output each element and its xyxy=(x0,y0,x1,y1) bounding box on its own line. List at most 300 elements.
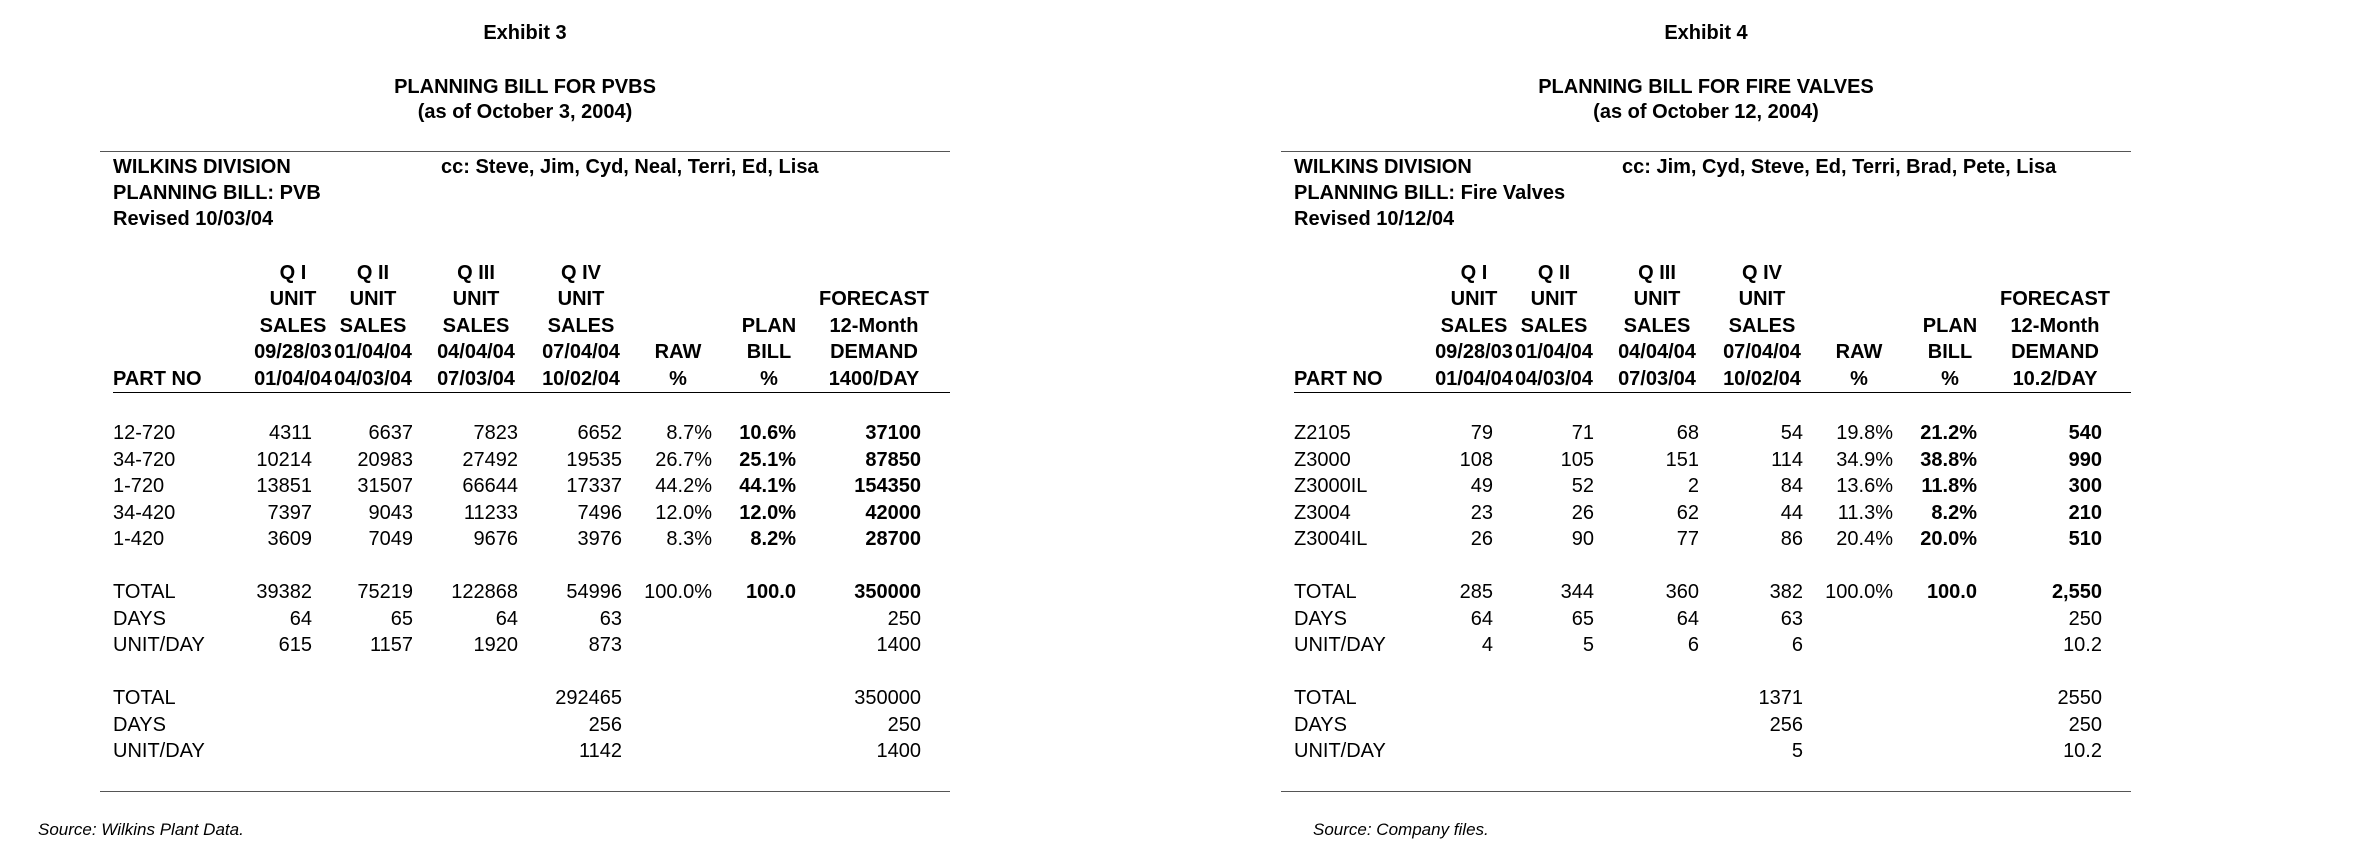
total-row xyxy=(1294,632,2102,659)
cell-q1-sales xyxy=(1410,712,1493,739)
cell-q3-sales: 64 xyxy=(495,607,518,630)
cell-plan-bill-pct: 11.8% xyxy=(1921,475,1977,497)
cell-q1-sales: 4311 xyxy=(268,422,312,444)
top-rule xyxy=(1281,151,2131,152)
cell-part-no: UNIT/DAY xyxy=(113,634,205,656)
cell-q2-sales: 20983 xyxy=(357,448,413,471)
exhibit-title: PLANNING BILL FOR PVBS xyxy=(394,76,656,98)
column-header-line: 01/04/04 xyxy=(1435,367,1513,390)
column-header-line: 04/03/04 xyxy=(334,367,412,390)
cell-plan-bill-pct: 10.6% xyxy=(739,422,796,444)
cell-q3-sales: 11233 xyxy=(463,501,518,524)
cell-q2-sales: 26 xyxy=(1571,501,1594,524)
column-header-line: 10/02/04 xyxy=(542,367,620,390)
cell-q3-sales: 7823 xyxy=(473,422,518,444)
cell-forecast-demand: 250 xyxy=(887,713,921,736)
column-header-line: 01/04/04 xyxy=(254,367,332,390)
cell-q4-sales: 63 xyxy=(599,607,622,630)
column-header-part-no xyxy=(113,258,202,392)
cell-q2-sales: 1157 xyxy=(369,634,413,656)
cell-raw-pct: 26.7% xyxy=(655,448,712,471)
column-header-line: Q I xyxy=(1460,261,1488,284)
column-header-line: UNIT xyxy=(1633,288,1681,310)
cell-q3-sales: 27492 xyxy=(462,448,518,471)
cell-part-no: 34-720 xyxy=(113,448,176,471)
cell-q1-sales: 39382 xyxy=(256,581,312,603)
spacer-cell xyxy=(1294,553,2102,580)
column-header-line: UNIT xyxy=(1738,288,1786,310)
cell-forecast-demand: 250 xyxy=(887,607,921,630)
column-header-line: DEMAND xyxy=(2011,341,2099,363)
column-header-line: PART NO xyxy=(113,367,202,390)
column-header-q1-sales xyxy=(1433,258,1515,392)
cell-q3-sales xyxy=(1594,738,1699,765)
cell-q4-sales: 5 xyxy=(1791,740,1803,762)
cell-forecast-demand: 990 xyxy=(2068,448,2102,471)
cell-part-no: DAYS xyxy=(113,713,166,736)
column-header-line: FORECAST xyxy=(819,288,929,310)
column-header-line: PLAN xyxy=(741,314,797,337)
cell-q4-sales: 6652 xyxy=(577,422,622,444)
cell-q4-sales: 54 xyxy=(1780,422,1803,444)
cell-plan-bill-pct: 12.0% xyxy=(739,501,796,524)
cell-plan-bill-pct: 44.1% xyxy=(739,475,796,497)
column-header-q4-sales xyxy=(1721,258,1803,392)
cell-forecast-demand: 154350 xyxy=(854,475,921,497)
column-header-line: PLAN xyxy=(1922,314,1978,337)
cc-list: cc: Steve, Jim, Cyd, Neal, Terri, Ed, Lisa xyxy=(441,156,819,178)
column-header-line: 04/04/04 xyxy=(437,341,515,363)
cc-list: cc: Jim, Cyd, Steve, Ed, Terri, Brad, Pete, Lisa xyxy=(1622,156,2057,178)
cell-forecast-demand: 28700 xyxy=(865,528,921,550)
column-header-line: BILL xyxy=(746,341,792,363)
cell-plan-bill-pct: 25.1% xyxy=(739,448,796,471)
column-header-line: SALES xyxy=(1520,314,1588,337)
cell-q2-sales xyxy=(1493,685,1594,712)
cell-part-no: Z3000IL xyxy=(1294,475,1368,497)
cell-forecast-demand: 250 xyxy=(2068,713,2102,736)
revised-label: Revised 10/12/04 xyxy=(1294,208,1455,230)
cell-part-no: 12-720 xyxy=(113,422,176,444)
column-header-line: % xyxy=(669,367,687,390)
column-header-line: 01/04/04 xyxy=(1515,341,1593,363)
cell-raw-pct: 20.4% xyxy=(1836,528,1893,550)
cell-q3-sales: 66644 xyxy=(462,475,518,497)
cell-q1-sales xyxy=(229,685,312,712)
exhibit-label: Exhibit 3 xyxy=(483,22,567,44)
cell-q2-sales: 52 xyxy=(1571,475,1594,497)
cell-q2-sales xyxy=(312,685,413,712)
cell-q1-sales: 79 xyxy=(1470,422,1493,444)
part-row xyxy=(113,420,921,447)
cell-q2-sales: 65 xyxy=(1571,607,1594,630)
cell-forecast-demand: 300 xyxy=(2068,475,2102,497)
planning-bill-label: PLANNING BILL: Fire Valves xyxy=(1294,182,1566,204)
cell-plan-bill-pct xyxy=(712,712,796,739)
cell-q3-sales: 2 xyxy=(1687,475,1699,497)
column-header-line: SALES xyxy=(442,314,510,337)
column-header-q2-sales xyxy=(1513,258,1595,392)
division-label: WILKINS DIVISION xyxy=(113,156,291,178)
part-row xyxy=(1294,447,2102,474)
cell-raw-pct xyxy=(622,685,712,712)
cell-part-no: DAYS xyxy=(113,607,166,630)
cell-part-no: UNIT/DAY xyxy=(113,740,205,762)
cell-forecast-demand: 42000 xyxy=(865,501,921,524)
exhibit-label: Exhibit 4 xyxy=(1664,22,1748,44)
planning-bill-table xyxy=(1294,420,2102,765)
cell-forecast-demand: 250 xyxy=(2068,607,2102,630)
cell-q2-sales: 7049 xyxy=(368,528,413,550)
column-header-q2-sales xyxy=(332,258,414,392)
column-header-line: SALES xyxy=(1728,314,1796,337)
cell-q4-sales: 3976 xyxy=(577,528,622,550)
cell-raw-pct: 11.3% xyxy=(1837,501,1893,524)
cell-q3-sales: 64 xyxy=(1676,607,1699,630)
column-header-line: UNIT xyxy=(269,288,317,310)
column-header-line: 07/03/04 xyxy=(437,367,515,390)
column-header-line: Q IV xyxy=(560,261,601,284)
column-header-line: 09/28/03 xyxy=(254,341,332,363)
column-header-forecast-demand xyxy=(814,258,934,392)
total-row xyxy=(113,579,921,606)
cell-forecast-demand: 10.2 xyxy=(2063,634,2102,656)
cell-part-no: DAYS xyxy=(1294,607,1347,630)
cell-q1-sales: 108 xyxy=(1459,448,1493,471)
cell-q3-sales: 1920 xyxy=(473,634,518,656)
cell-q4-sales: 44 xyxy=(1780,501,1803,524)
cell-q1-sales: 26 xyxy=(1470,528,1493,550)
cell-q2-sales: 344 xyxy=(1560,581,1594,603)
cell-forecast-demand: 210 xyxy=(2068,501,2102,524)
cell-q3-sales: 77 xyxy=(1676,528,1699,550)
cell-forecast-demand: 2550 xyxy=(2057,687,2102,709)
cell-part-no: UNIT/DAY xyxy=(1294,740,1386,762)
cell-q4-sales: 63 xyxy=(1780,607,1803,630)
cell-q3-sales xyxy=(413,738,518,765)
part-row xyxy=(1294,526,2102,553)
cell-q3-sales: 9676 xyxy=(473,528,518,550)
cell-q4-sales: 256 xyxy=(1769,713,1803,736)
cell-part-no: TOTAL xyxy=(113,581,176,603)
column-header-line: UNIT xyxy=(1450,288,1498,310)
column-header-line: UNIT xyxy=(1530,288,1578,310)
cell-q3-sales xyxy=(1594,685,1699,712)
cell-raw-pct xyxy=(1803,685,1893,712)
cell-q4-sales: 84 xyxy=(1780,475,1803,497)
cell-forecast-demand: 350000 xyxy=(854,581,921,603)
cell-plan-bill-pct xyxy=(1893,632,1977,659)
column-header-plan-bill-pct xyxy=(1920,258,1980,392)
column-header-q3-sales xyxy=(1616,258,1698,392)
spacer-row xyxy=(1294,553,2102,580)
cell-q1-sales: 10214 xyxy=(256,448,312,471)
total-row xyxy=(1294,579,2102,606)
cell-q4-sales: 114 xyxy=(1771,448,1803,471)
exhibit-4 xyxy=(1181,0,2362,866)
column-header-line: 01/04/04 xyxy=(334,341,412,363)
cell-part-no: 1-720 xyxy=(113,475,165,497)
cell-q1-sales: 4 xyxy=(1481,634,1493,656)
cell-q2-sales: 71 xyxy=(1571,422,1594,444)
cell-q1-sales: 49 xyxy=(1470,475,1493,497)
planning-bill-table xyxy=(113,420,921,765)
cell-q4-sales: 54996 xyxy=(566,581,622,603)
cell-plan-bill-pct: 100.0 xyxy=(745,581,796,603)
cell-part-no: TOTAL xyxy=(1294,581,1357,603)
spacer-cell xyxy=(113,659,921,686)
column-header-line: SALES xyxy=(547,314,615,337)
cell-q1-sales xyxy=(1410,685,1493,712)
part-row xyxy=(113,473,921,500)
cell-plan-bill-pct xyxy=(1893,685,1977,712)
cell-q3-sales: 68 xyxy=(1676,422,1699,444)
cell-q4-sales: 1371 xyxy=(1758,687,1803,709)
cell-q3-sales: 360 xyxy=(1665,581,1699,603)
source-note: Source: Wilkins Plant Data. xyxy=(38,820,244,839)
top-rule xyxy=(100,151,950,152)
spacer-row xyxy=(1294,659,2102,686)
cell-raw-pct xyxy=(622,606,712,633)
cell-q2-sales xyxy=(1493,712,1594,739)
cell-q2-sales xyxy=(1493,738,1594,765)
column-header-line: FORECAST xyxy=(2000,288,2110,310)
cell-q1-sales xyxy=(229,738,312,765)
spacer-row xyxy=(113,659,921,686)
cell-q3-sales: 122868 xyxy=(451,581,518,603)
cell-raw-pct: 34.9% xyxy=(1836,448,1893,471)
cell-q4-sales: 873 xyxy=(588,634,622,656)
summary-row xyxy=(1294,712,2102,739)
cell-q2-sales xyxy=(312,712,413,739)
cell-q1-sales xyxy=(1410,738,1493,765)
cell-plan-bill-pct: 21.2% xyxy=(1920,422,1977,444)
exhibit-subtitle: (as of October 12, 2004) xyxy=(1593,101,1819,123)
summary-row xyxy=(113,738,921,765)
total-row xyxy=(1294,606,2102,633)
part-row xyxy=(113,526,921,553)
cell-part-no: UNIT/DAY xyxy=(1294,634,1386,656)
column-header-line: BILL xyxy=(1927,341,1973,363)
cell-raw-pct xyxy=(1803,738,1893,765)
column-header-line: UNIT xyxy=(557,288,605,310)
cell-raw-pct: 12.0% xyxy=(655,501,712,524)
cell-q1-sales xyxy=(229,712,312,739)
cell-raw-pct xyxy=(1803,712,1893,739)
cell-q4-sales: 6 xyxy=(1791,634,1803,656)
column-header-line: PART NO xyxy=(1294,367,1383,390)
cell-q2-sales: 75219 xyxy=(357,581,413,603)
cell-q2-sales: 31507 xyxy=(357,475,413,497)
column-header-line: 09/28/03 xyxy=(1435,341,1513,363)
cell-part-no: TOTAL xyxy=(1294,687,1357,709)
part-row xyxy=(1294,473,2102,500)
part-row xyxy=(113,447,921,474)
cell-q2-sales: 65 xyxy=(390,607,413,630)
cell-raw-pct: 8.3% xyxy=(666,528,712,550)
column-header-raw-pct xyxy=(648,258,708,392)
column-header-line: 07/03/04 xyxy=(1618,367,1696,390)
cell-q2-sales: 6637 xyxy=(368,422,413,444)
summary-row xyxy=(113,685,921,712)
column-header-line: SALES xyxy=(1440,314,1508,337)
column-header-line: SALES xyxy=(259,314,327,337)
column-header-part-no xyxy=(1294,258,1383,392)
cell-plan-bill-pct xyxy=(712,738,796,765)
cell-plan-bill-pct xyxy=(1893,606,1977,633)
cell-q2-sales: 9043 xyxy=(368,501,413,524)
header-rule xyxy=(113,392,950,393)
cell-plan-bill-pct: 8.2% xyxy=(1931,501,1977,524)
cell-q4-sales: 17337 xyxy=(566,475,622,497)
cell-q3-sales xyxy=(413,685,518,712)
cell-plan-bill-pct: 100.0 xyxy=(1926,581,1977,603)
column-header-line: RAW xyxy=(654,341,702,363)
cell-part-no: Z3004IL xyxy=(1294,528,1368,550)
column-header-line: 04/03/04 xyxy=(1515,367,1593,390)
cell-q2-sales: 105 xyxy=(1560,448,1594,471)
column-header-line: % xyxy=(1850,367,1868,390)
summary-row xyxy=(113,712,921,739)
cell-raw-pct xyxy=(1803,606,1893,633)
cell-plan-bill-pct xyxy=(1893,738,1977,765)
cell-forecast-demand: 1400 xyxy=(876,740,921,762)
bottom-rule xyxy=(1281,791,2131,792)
column-header-plan-bill-pct xyxy=(739,258,799,392)
cell-forecast-demand: 510 xyxy=(2068,528,2102,550)
cell-q4-sales: 86 xyxy=(1780,528,1803,550)
summary-row xyxy=(1294,685,2102,712)
cell-plan-bill-pct xyxy=(712,606,796,633)
cell-raw-pct xyxy=(622,632,712,659)
bottom-rule xyxy=(100,791,950,792)
column-header-line: UNIT xyxy=(349,288,397,310)
cell-q1-sales: 64 xyxy=(289,607,312,630)
cell-q3-sales xyxy=(413,712,518,739)
cell-part-no: TOTAL xyxy=(113,687,176,709)
column-header-q3-sales xyxy=(435,258,517,392)
cell-raw-pct xyxy=(1803,632,1893,659)
column-header-line: SALES xyxy=(1623,314,1691,337)
cell-q2-sales: 90 xyxy=(1571,528,1594,550)
part-row xyxy=(1294,500,2102,527)
cell-raw-pct: 13.6% xyxy=(1836,475,1893,497)
cell-raw-pct xyxy=(622,712,712,739)
column-header-line: 07/04/04 xyxy=(1723,341,1801,363)
division-label: WILKINS DIVISION xyxy=(1294,156,1472,178)
cell-forecast-demand: 350000 xyxy=(854,687,921,709)
cell-q1-sales: 13851 xyxy=(256,475,312,497)
cell-q4-sales: 1142 xyxy=(578,740,622,762)
cell-q1-sales: 64 xyxy=(1470,607,1493,630)
cell-plan-bill-pct xyxy=(712,632,796,659)
header-rule xyxy=(1294,392,2131,393)
cell-q3-sales: 151 xyxy=(1665,448,1699,471)
column-header-line: 12-Month xyxy=(2010,314,2100,337)
cell-forecast-demand: 2,550 xyxy=(2051,581,2102,603)
cell-raw-pct: 19.8% xyxy=(1836,422,1893,444)
spacer-row xyxy=(113,553,921,580)
cell-part-no: 1-420 xyxy=(113,528,165,550)
column-header-line: Q II xyxy=(1537,261,1571,284)
cell-raw-pct: 8.7% xyxy=(666,422,712,444)
part-row xyxy=(113,500,921,527)
column-header-raw-pct xyxy=(1829,258,1889,392)
cell-raw-pct: 100.0% xyxy=(1825,581,1893,603)
cell-part-no: 34-420 xyxy=(113,501,176,524)
column-header-line: Q III xyxy=(457,261,495,284)
column-header-forecast-demand xyxy=(1995,258,2115,392)
cell-plan-bill-pct: 38.8% xyxy=(1920,448,1977,471)
cell-plan-bill-pct xyxy=(1893,712,1977,739)
column-header-line: 12-Month xyxy=(829,314,919,337)
exhibit-title: PLANNING BILL FOR FIRE VALVES xyxy=(1538,76,1874,98)
cell-q3-sales: 62 xyxy=(1676,501,1699,524)
total-row xyxy=(113,606,921,633)
cell-forecast-demand: 1400 xyxy=(876,634,921,656)
cell-plan-bill-pct xyxy=(712,685,796,712)
column-header-line: % xyxy=(1941,367,1959,390)
column-header-line: Q II xyxy=(356,261,390,284)
cell-q3-sales: 6 xyxy=(1687,634,1699,656)
cell-q1-sales: 7397 xyxy=(267,501,312,524)
column-header-line: RAW xyxy=(1835,341,1883,363)
source-note: Source: Company files. xyxy=(1313,820,1489,839)
column-header-line: 1400/DAY xyxy=(828,367,920,390)
cell-forecast-demand: 540 xyxy=(2068,422,2102,444)
cell-plan-bill-pct: 8.2% xyxy=(750,528,796,550)
cell-forecast-demand: 37100 xyxy=(865,422,921,444)
cell-forecast-demand: 87850 xyxy=(865,448,921,471)
column-header-line: SALES xyxy=(339,314,407,337)
cell-part-no: Z3004 xyxy=(1294,501,1351,524)
cell-q4-sales: 382 xyxy=(1769,581,1803,603)
planning-bill-label: PLANNING BILL: PVB xyxy=(113,182,321,204)
cell-part-no: Z2105 xyxy=(1294,422,1351,444)
total-row xyxy=(113,632,921,659)
column-header-q1-sales xyxy=(252,258,334,392)
column-header-line: Q I xyxy=(279,261,307,284)
revised-label: Revised 10/03/04 xyxy=(113,208,274,230)
column-header-line: Q IV xyxy=(1741,261,1782,284)
summary-row xyxy=(1294,738,2102,765)
part-row xyxy=(1294,420,2102,447)
column-header-line: 10.2/DAY xyxy=(2012,367,2098,390)
cell-raw-pct: 100.0% xyxy=(644,581,712,603)
cell-q4-sales: 256 xyxy=(588,713,622,736)
column-header-line: 10/02/04 xyxy=(1723,367,1801,390)
cell-q4-sales: 292465 xyxy=(555,687,622,709)
column-header-line: UNIT xyxy=(452,288,500,310)
cell-q1-sales: 23 xyxy=(1470,501,1493,524)
cell-part-no: DAYS xyxy=(1294,713,1347,736)
spacer-cell xyxy=(1294,659,2102,686)
cell-raw-pct: 44.2% xyxy=(655,475,712,497)
spacer-cell xyxy=(113,553,921,580)
column-header-line: Q III xyxy=(1638,261,1676,284)
cell-q4-sales: 7496 xyxy=(577,501,622,524)
cell-q1-sales: 285 xyxy=(1459,581,1493,603)
cell-q1-sales: 3609 xyxy=(267,528,312,550)
cell-plan-bill-pct: 20.0% xyxy=(1920,528,1977,550)
column-header-line: DEMAND xyxy=(830,341,918,363)
cell-q2-sales xyxy=(312,738,413,765)
cell-raw-pct xyxy=(622,738,712,765)
column-header-line: % xyxy=(760,367,778,390)
column-header-line: 07/04/04 xyxy=(542,341,620,363)
cell-forecast-demand: 10.2 xyxy=(2063,740,2102,762)
cell-q3-sales xyxy=(1594,712,1699,739)
